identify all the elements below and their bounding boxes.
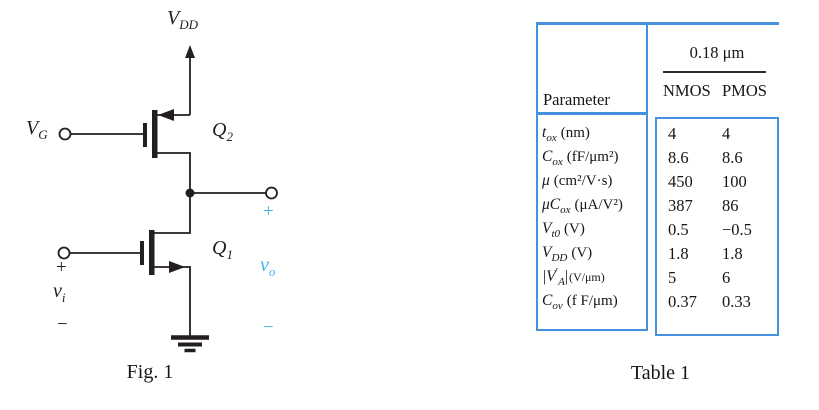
pmos-value: 100: [722, 172, 747, 191]
param-subscript: A: [558, 276, 565, 289]
param-prime: ′: [555, 265, 559, 278]
table-header-divider: [536, 112, 648, 115]
output-node-dot: [186, 189, 195, 198]
param-symbol: μC: [542, 196, 561, 213]
pmos-value: 0.33: [722, 292, 751, 311]
table-row: [542, 242, 778, 266]
vo-minus-sign: −: [263, 317, 274, 338]
parameter-column-header: Parameter: [543, 90, 610, 109]
table-row: [542, 122, 778, 146]
vdd-label-main: V: [167, 7, 180, 29]
q2-pmos-arrow-icon: [158, 109, 174, 121]
parameter-name: [542, 265, 605, 289]
param-subscript: t0: [551, 228, 561, 241]
param-subscript: ox: [546, 132, 557, 145]
param-unit: (fF/μm²): [566, 149, 619, 165]
param-subscript: ox: [560, 204, 571, 217]
table-row: [542, 218, 778, 242]
param-unit: (V): [571, 245, 593, 261]
parameter-name: [542, 172, 612, 190]
parameter-table: [536, 20, 782, 340]
param-post: |: [564, 268, 568, 285]
vg-label: [26, 117, 48, 142]
q2-label: [212, 119, 233, 144]
param-unit: (V): [564, 221, 585, 237]
pmos-value: −0.5: [722, 220, 752, 239]
q1-label: [212, 237, 233, 262]
vdd-label: [167, 7, 198, 32]
param-unit: (nm): [560, 125, 590, 141]
q1-label-sub: 1: [226, 247, 233, 262]
table-row: [542, 290, 778, 314]
q1-gate-bar: [140, 241, 144, 265]
vi-minus-sign: −: [57, 314, 68, 335]
pmos-value: 6: [722, 268, 731, 287]
table-row: [542, 194, 778, 218]
technology-header: 0.18 μm: [689, 43, 745, 62]
param-unit: (μA/V²): [574, 197, 623, 213]
circuit-schematic: [0, 0, 340, 400]
circuit-figure: [0, 0, 340, 400]
technology-header-rule: [663, 71, 766, 73]
param-unit: (V/μm): [568, 270, 605, 284]
pmos-value: 8.6: [722, 148, 743, 167]
pmos-value: 86: [722, 196, 739, 215]
parameter-name: [542, 124, 590, 145]
vdd-arrowhead-icon: [185, 45, 195, 58]
param-unit: (cm²/V·s): [553, 173, 613, 189]
vo-plus-sign: +: [263, 201, 274, 222]
vg-terminal: [60, 129, 71, 140]
pmos-column-header: PMOS: [722, 81, 767, 100]
q1-source-wire: [155, 267, 191, 337]
q2-gate-bar: [143, 123, 147, 147]
parameter-name: [542, 196, 623, 217]
parameter-name: [542, 220, 585, 241]
ground-icon: [171, 338, 209, 351]
vi-label-sub: i: [61, 290, 66, 305]
q2-label-main: Q: [212, 119, 227, 141]
param-symbol: C: [542, 292, 553, 309]
table-row: [542, 146, 778, 170]
q2-drain-wire: [158, 153, 191, 193]
output-terminal: [266, 188, 277, 199]
param-subscript: DD: [551, 252, 568, 265]
nmos-value: 5: [668, 268, 677, 287]
pmos-value: 4: [722, 124, 731, 143]
param-symbol: C: [542, 148, 553, 165]
vo-label-main: v: [260, 254, 269, 276]
nmos-value: 1.8: [668, 244, 689, 263]
param-symbol: μ: [542, 172, 550, 189]
q1-nmos-arrow-icon: [169, 261, 185, 273]
param-symbol: V: [542, 220, 552, 237]
vg-label-sub: G: [38, 127, 48, 142]
vi-plus-sign: +: [56, 257, 67, 278]
vdd-label-sub: DD: [179, 17, 198, 32]
vo-label-sub: o: [268, 264, 276, 279]
parameter-name: [542, 148, 619, 169]
q1-label-main: Q: [212, 237, 227, 259]
param-subscript: ox: [552, 156, 563, 169]
q1-drain-wire: [155, 193, 191, 233]
nmos-value: 4: [668, 124, 677, 143]
table-row: [542, 170, 778, 194]
param-symbol: V: [542, 244, 552, 261]
figure-caption: Fig. 1: [126, 361, 174, 383]
vi-label-main: v: [53, 280, 62, 302]
vg-label-main: V: [26, 117, 39, 139]
parameter-name: [542, 292, 618, 313]
nmos-value: 0.5: [668, 220, 689, 239]
table-caption: Table 1: [630, 362, 691, 384]
vo-label: [260, 254, 276, 279]
pmos-value: 1.8: [722, 244, 743, 263]
parameter-name: [542, 244, 593, 265]
nmos-column-header: NMOS: [663, 81, 711, 100]
q2-channel-bar: [152, 110, 158, 158]
param-unit: (f F/μm): [566, 293, 618, 309]
nmos-value: 8.6: [668, 148, 689, 167]
nmos-value: 387: [668, 196, 693, 215]
vi-label: [53, 280, 66, 305]
table-row: [542, 266, 778, 290]
param-symbol: |V: [542, 268, 556, 285]
param-subscript: ov: [552, 300, 563, 313]
nmos-value: 450: [668, 172, 693, 191]
q2-label-sub: 2: [226, 129, 233, 144]
nmos-value: 0.37: [668, 292, 697, 311]
q1-channel-bar: [149, 230, 155, 275]
param-symbol: t: [542, 124, 547, 141]
table-rows: [542, 122, 778, 314]
